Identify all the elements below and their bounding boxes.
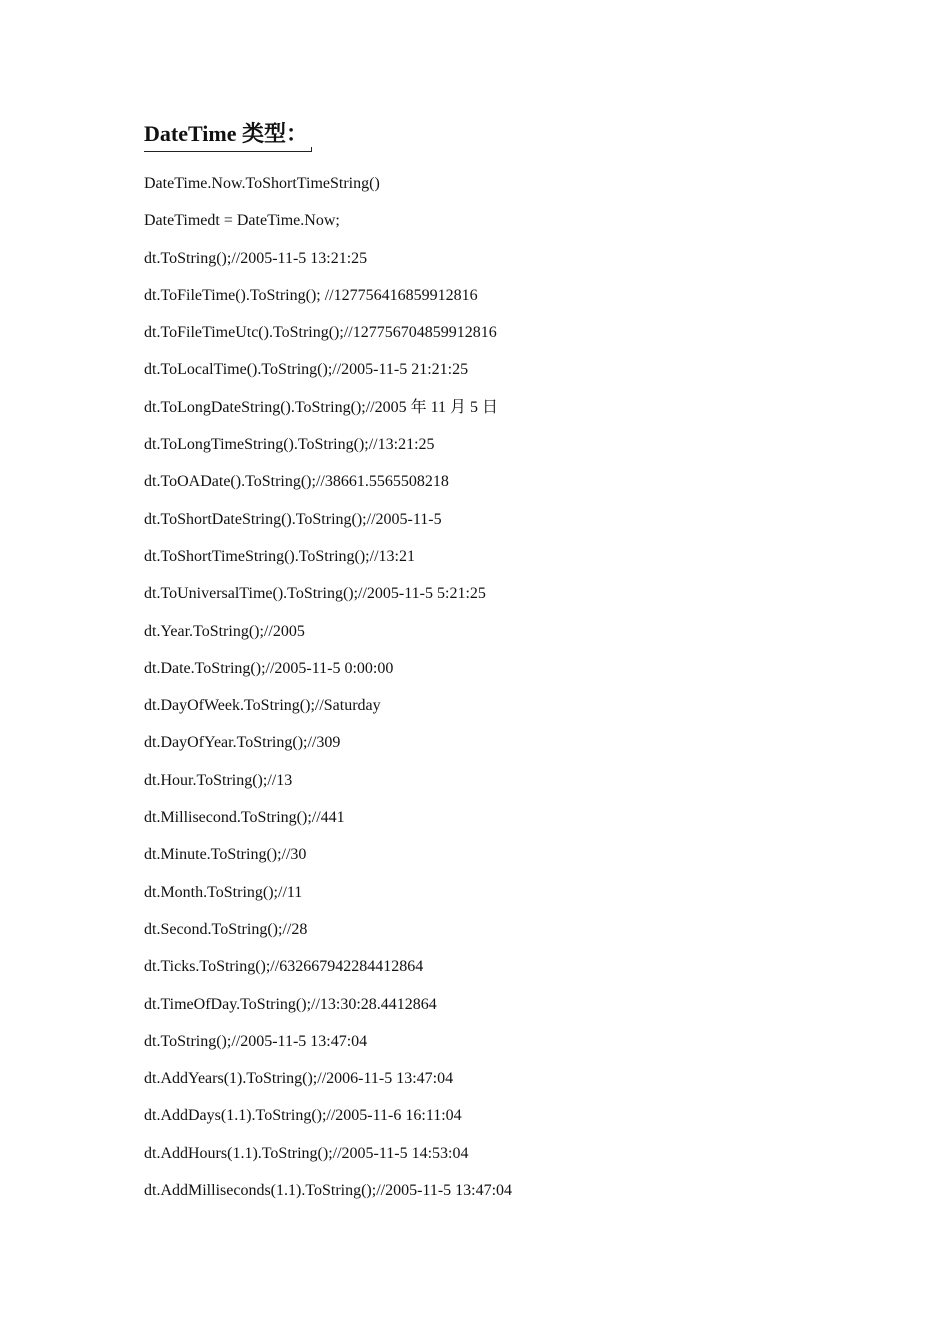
code-line: dt.Year.ToString();//2005 <box>144 622 305 640</box>
code-line: DateTimedt = DateTime.Now; <box>144 212 340 230</box>
code-line: dt.ToShortDateString().ToString();//2005-11-5 <box>144 510 442 528</box>
section-heading: DateTime 类型： <box>144 121 308 146</box>
code-line: dt.Date.ToString();//2005-11-5 0:00:00 <box>144 659 394 677</box>
code-line: dt.ToUniversalTime().ToString();//2005-11-5 5:21:25 <box>144 585 486 603</box>
code-line: dt.ToLongDateString().ToString();//2005 年 11 月 5 日 <box>144 398 499 416</box>
code-line: dt.Hour.ToString();//13 <box>144 771 293 789</box>
code-line: dt.AddHours(1.1).ToString();//2005-11-5 14:53:04 <box>144 1144 469 1162</box>
code-line: dt.DayOfYear.ToString();//309 <box>144 734 341 752</box>
code-line: dt.ToOADate().ToString();//38661.5565508218 <box>144 473 449 491</box>
code-lines-list <box>144 172 512 1216</box>
code-line: dt.Millisecond.ToString();//441 <box>144 809 345 827</box>
code-line: dt.ToLocalTime().ToString();//2005-11-5 21:21:25 <box>144 361 469 379</box>
code-line: dt.Minute.ToString();//30 <box>144 846 307 864</box>
code-line: dt.Ticks.ToString();//632667942284412864 <box>144 958 424 976</box>
section-heading-block <box>144 119 312 153</box>
code-line: dt.ToString();//2005-11-5 13:47:04 <box>144 1032 368 1050</box>
code-line: dt.Second.ToString();//28 <box>144 920 308 938</box>
heading-underline <box>144 151 312 152</box>
code-line: dt.ToLongTimeString().ToString();//13:21:25 <box>144 436 435 454</box>
code-line: dt.TimeOfDay.ToString();//13:30:28.4412864 <box>144 995 437 1013</box>
code-line: dt.ToString();//2005-11-5 13:21:25 <box>144 249 368 267</box>
code-line: dt.ToShortTimeString().ToString();//13:21 <box>144 547 415 565</box>
code-line: dt.DayOfWeek.ToString();//Saturday <box>144 697 381 715</box>
code-line: dt.AddDays(1.1).ToString();//2005-11-6 16:11:04 <box>144 1107 462 1125</box>
code-line: dt.Month.ToString();//11 <box>144 883 303 901</box>
heading-underline-tick <box>311 147 312 152</box>
code-line: dt.AddMilliseconds(1.1).ToString();//2005-11-5 13:47:04 <box>144 1182 513 1200</box>
code-line: dt.AddYears(1).ToString();//2006-11-5 13:47:04 <box>144 1070 454 1088</box>
code-line: DateTime.Now.ToShortTimeString() <box>144 175 380 192</box>
code-line: dt.ToFileTimeUtc().ToString();//127756704859912816 <box>144 324 497 342</box>
code-line: dt.ToFileTime().ToString(); //127756416859912816 <box>144 286 478 304</box>
